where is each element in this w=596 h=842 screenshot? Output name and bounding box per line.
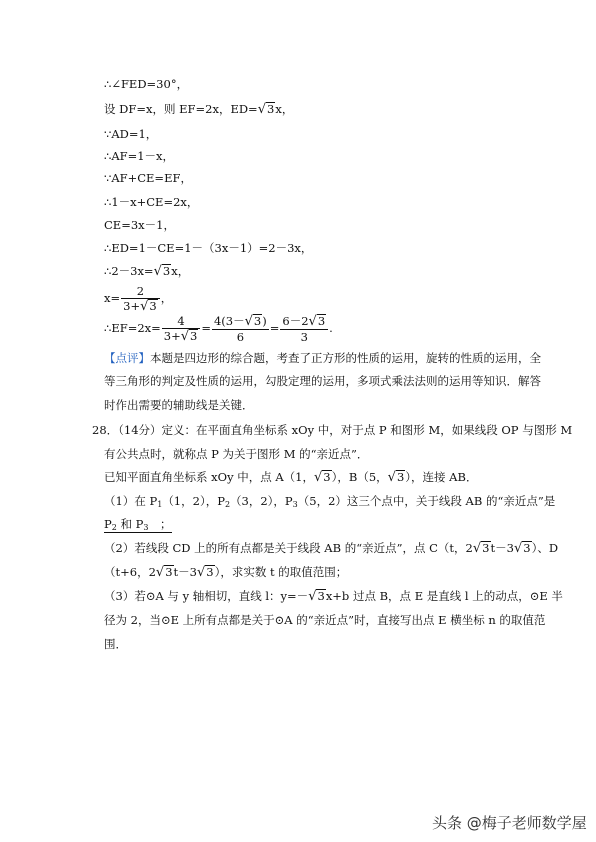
comment-line-3 — [104, 397, 254, 413]
solution-line-8 — [104, 240, 312, 256]
solution-line-3 — [104, 126, 157, 142]
question-text: （3）若⊙A 与 y 轴相切，直线 l：y=－ — [104, 589, 309, 603]
problem-text: ），连接 AB． — [405, 470, 478, 484]
fraction — [212, 314, 269, 344]
question-text: t－3 — [490, 541, 514, 555]
radical-sign: √ — [308, 314, 317, 329]
radicand: 3 — [149, 299, 157, 313]
subscript: 3 — [292, 500, 298, 509]
subscript: 2 — [111, 523, 117, 532]
solution-text: ， — [160, 291, 173, 305]
radicand: 3 — [206, 565, 214, 579]
question-text: x+b 过点 B，点 E 是直线 l 上的动点，⊙E 半 — [325, 589, 563, 603]
solution-text: . — [329, 321, 333, 335]
question-1-answer — [104, 516, 172, 536]
comment-line-2 — [104, 373, 541, 389]
solution-line-7 — [104, 217, 175, 233]
solution-line-9 — [104, 263, 189, 280]
question-1-line-1 — [104, 493, 555, 513]
comment-text: 时作出需要的辅助线是关键． — [104, 398, 254, 412]
solution-text: 设 DF=x，则 EF=2x，ED= — [104, 102, 258, 116]
fraction-denominator — [162, 329, 201, 344]
question-text: （5，2）这三个点中，关于线段 AB 的“亲近点”是 — [297, 494, 556, 508]
problem-28-line-1 — [92, 422, 572, 438]
question-text: ）、D — [531, 541, 559, 555]
radical-sign: √ — [153, 264, 162, 279]
solution-text: CE=3x－1， — [104, 218, 175, 232]
question-3-line-1 — [104, 588, 563, 605]
radical-sign: √ — [244, 314, 253, 329]
problem-text: 已知平面直角坐标系 xOy 中，点 A（1， — [104, 470, 314, 484]
subscript: 2 — [224, 500, 231, 509]
radicand: 3 — [317, 589, 325, 603]
solution-line-10 — [104, 284, 172, 314]
question-text: （2）若线段 CD 上的所有点都是关于线段 AB 的“亲近点”，点 C（t，2 — [104, 541, 473, 555]
solution-line-4 — [104, 148, 174, 164]
question-text: 径为 2，当⊙E 上所有点都是关于⊙A 的“亲近点”时，直接写出点 E 横坐标 n 的取值范 — [104, 613, 546, 627]
comment-tag: 【点评】 — [104, 351, 150, 365]
solution-text: ∴EF=2x= — [104, 321, 161, 335]
solution-line-6 — [104, 194, 198, 210]
fraction-numerator: 4 — [162, 314, 201, 329]
radical-sign: √ — [180, 329, 190, 344]
radical-sign: √ — [140, 299, 149, 314]
problem-text: ），B（5， — [331, 470, 388, 484]
radical-sign: √ — [308, 589, 317, 604]
radicand: 3 — [323, 470, 331, 484]
radical-sign: √ — [513, 541, 523, 556]
radicand: 3 — [523, 541, 531, 555]
radicand: 3 — [482, 541, 490, 555]
question-text: 围． — [104, 637, 127, 651]
problem-text: 有公共点时，就称点 P 为关于图形 M 的“亲近点”． — [104, 447, 369, 461]
question-text: t－3 — [173, 565, 197, 579]
radicand: 3 — [190, 329, 198, 343]
solution-text: ∵AD=1， — [104, 127, 158, 141]
answer-text: P — [104, 517, 112, 531]
solution-text: x， — [171, 264, 190, 278]
solution-text: ∴1－x+CE=2x， — [104, 195, 199, 209]
question-text: （3，2），P — [230, 494, 293, 508]
problem-text: 28．（14分）定义：在平面直角坐标系 xOy 中，对于点 P 和图形 M，如果线段 OP 与图形 M — [92, 423, 573, 437]
question-text: （t+6，2 — [104, 565, 156, 579]
solution-line-11 — [104, 314, 333, 344]
question-text: （1，2），P — [162, 494, 225, 508]
radicand: 3 — [396, 470, 405, 484]
subscript: 1 — [157, 500, 163, 509]
question-3-line-2 — [104, 612, 545, 628]
fraction-numerator — [212, 314, 269, 330]
equals-sign: = — [269, 321, 280, 335]
comment-line-1 — [104, 350, 541, 366]
solution-text: ∴2－3x= — [104, 264, 154, 278]
numerator-text: 4(3－ — [213, 314, 245, 328]
fraction — [280, 314, 328, 344]
fraction-denominator: 6 — [236, 330, 245, 344]
numerator-text: 6－2 — [282, 314, 309, 328]
numerator-text: ) — [262, 314, 267, 328]
solution-line-2 — [104, 101, 293, 118]
fraction-denominator — [121, 299, 160, 314]
radicand: 3 — [317, 314, 326, 328]
answer-text: ； — [148, 517, 172, 531]
radical-sign: √ — [387, 470, 396, 485]
answer-text: 和 P — [116, 517, 144, 531]
radical-sign: √ — [196, 565, 206, 580]
watermark: 头条 @梅子老师数学屋 — [432, 814, 587, 832]
radicand: 3 — [162, 264, 171, 278]
problem-28-line-3 — [104, 469, 477, 486]
radical-sign: √ — [472, 541, 482, 556]
solution-text: x， — [275, 102, 294, 116]
radical-sign: √ — [155, 565, 165, 580]
solution-text: ∴ED=1－CE=1－（3x－1）=2－3x， — [104, 241, 313, 255]
solution-text: x= — [104, 291, 121, 305]
answer-underline — [104, 517, 172, 533]
radicand: 3 — [165, 565, 173, 579]
radical-sign: √ — [257, 102, 266, 117]
denominator-text: 3+ — [123, 299, 141, 313]
solution-text: ∴∠FED=30°， — [104, 77, 189, 91]
comment-text: 本题是四边形的综合题，考查了正方形的性质的运用，旋转的性质的运用，全 — [150, 351, 541, 365]
fraction-numerator — [280, 314, 328, 330]
question-2-line-1 — [104, 540, 558, 557]
question-2-line-2 — [104, 564, 347, 581]
solution-text: ∴AF=1－x， — [104, 149, 175, 163]
fraction — [121, 284, 160, 314]
solution-line-1 — [104, 76, 188, 92]
problem-28-line-2 — [104, 446, 368, 462]
radicand: 3 — [267, 102, 275, 116]
question-3-line-3 — [104, 636, 127, 652]
solution-text: ∵AF+CE=EF， — [104, 171, 192, 185]
solution-line-5 — [104, 170, 192, 186]
radicand: 3 — [253, 314, 262, 328]
equals-sign: = — [201, 321, 211, 335]
fraction — [162, 314, 201, 344]
denominator-text: 3+ — [163, 329, 181, 343]
question-text: ），求实数 t 的取值范围； — [214, 565, 348, 579]
question-text: （1）在 P — [104, 494, 158, 508]
radical-sign: √ — [314, 470, 323, 485]
fraction-denominator: 3 — [300, 330, 308, 344]
subscript: 3 — [143, 523, 149, 532]
fraction-numerator: 2 — [121, 284, 160, 299]
comment-text: 等三角形的判定及性质的运用，勾股定理的运用，多项式乘法法则的运用等知识．解答 — [104, 374, 541, 388]
